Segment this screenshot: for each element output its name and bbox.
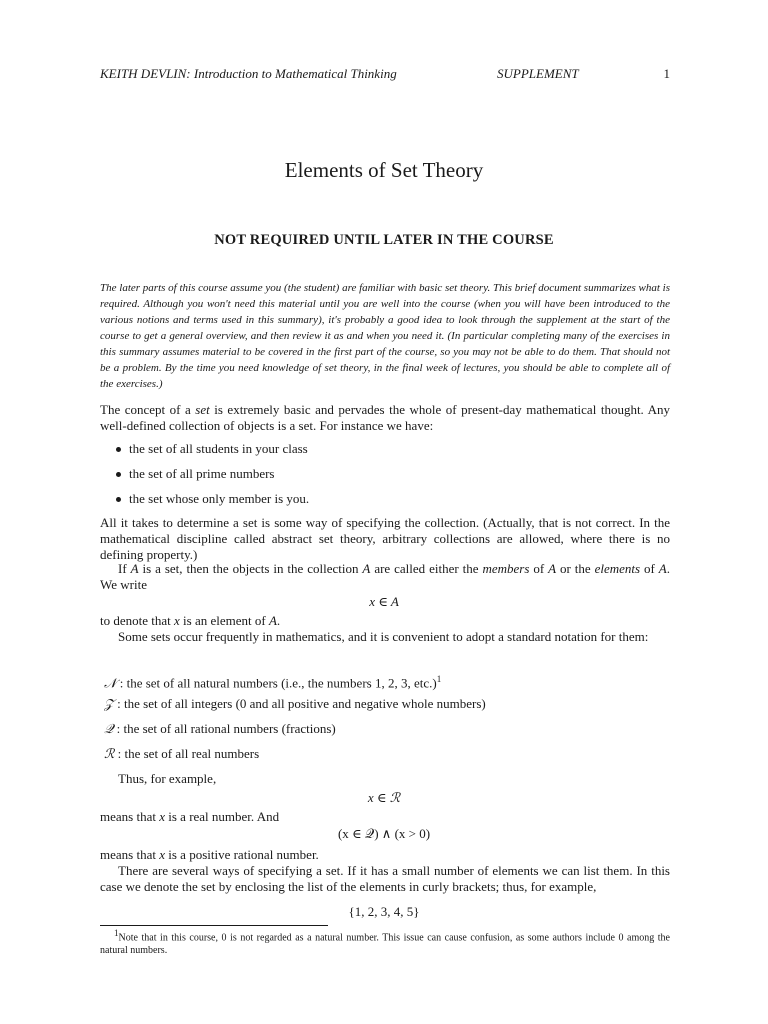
- emphasis-term: set: [195, 402, 210, 417]
- set-description: : the set of all integers (0 and all positive and negative whole numbers): [113, 696, 486, 711]
- math-expression: x ∈ ℛ: [367, 790, 401, 805]
- footnote-text: Note that in this course, 0 is not regarded as a natural number. This issue can cause confusion, as some authors include 0 among the natural numbers.: [100, 932, 670, 957]
- math-expression: {1, 2, 3, 4, 5}: [348, 904, 420, 919]
- text-run: is extremely basic and pervades the whole of present-day mathematical thought. Any well-defined collection of objects is a set. For instance we have:: [100, 402, 670, 433]
- emphasis-term: elements: [594, 561, 641, 576]
- text-run: means that: [100, 809, 160, 824]
- math-var: x: [159, 847, 165, 862]
- set-description: : the set of all real numbers: [114, 746, 260, 761]
- bullet-icon: [116, 472, 121, 477]
- set-description: : the set of all natural numbers (i.e., the numbers 1, 2, 3, etc.): [116, 675, 437, 691]
- math-var: A: [130, 561, 139, 576]
- paragraph-thus: Thus, for example,: [118, 771, 217, 786]
- text-run: is a set, then the objects in the collection: [138, 561, 363, 576]
- text-run: are called either the: [370, 561, 483, 576]
- display-math-set-list: [0, 904, 768, 920]
- text-run: .: [276, 613, 281, 628]
- display-math-positive-rational: [0, 826, 768, 842]
- list-item: [116, 466, 275, 482]
- text-run: . We write: [100, 561, 670, 592]
- text-run: to denote that: [100, 613, 175, 628]
- running-header: [100, 66, 670, 86]
- footnote-divider: [100, 925, 328, 926]
- text-run: or the: [556, 561, 595, 576]
- emphasis-term: members: [482, 561, 530, 576]
- math-var: A: [362, 561, 371, 576]
- text-run: means that: [100, 847, 160, 862]
- text-run: is an element of: [179, 613, 269, 628]
- header-author-course: KEITH DEVLIN: Introduction to Mathematical Thinking: [100, 66, 397, 81]
- text-run: The concept of a: [100, 402, 196, 417]
- math-var: x: [159, 809, 165, 824]
- paragraph-means-real: [100, 809, 670, 825]
- page-number: 1: [663, 66, 670, 81]
- footnote-marker: 1: [114, 928, 119, 938]
- footnote-marker: 1: [436, 674, 442, 684]
- paragraph-specifying-sets: There are several ways of specifying a set. If it has a small number of elements we can list them. In this case we denote the set by enclosing the list of the elements in curly brackets; thus, for example,: [100, 863, 670, 894]
- paragraph-set-concept: [100, 402, 670, 434]
- text-run: of: [529, 561, 549, 576]
- set-symbol: ℛ: [104, 747, 115, 762]
- footnote-1: [100, 927, 670, 957]
- set-definition-reals: [104, 746, 664, 763]
- paragraph-means-positive: [100, 847, 670, 863]
- paragraph-specifying-collection: All it takes to determine a set is some way of specifying the collection. (Actually, that is not correct. In the mathematical discipline called abstract set theory, arbitrary collections are allowed, where there is no defining property.): [100, 515, 670, 562]
- text-run: is a positive rational number.: [165, 847, 319, 862]
- abstract-paragraph: The later parts of this course assume you (the student) are familiar with basic set theory. This brief document summarizes what is required. Although you won't need this material until you are well into the course (when you will have been introduced to the various notions and terms used in this summary), it's probably a good idea to look through the supplement at the start of the course to get a general overview, and then review it as and when you need it. (In particular completing many of the exercises in this summary assumes material to be covered in the first part of the course, so you may not be able to do them. That should not be a problem. By the time you need knowledge of set theory, in the final week of lectures, you should be able to complete all of the exercises.): [100, 282, 670, 390]
- math-expression: x ∈ A: [369, 594, 399, 609]
- paragraph-standard-notation: Some sets occur frequently in mathematics, and it is convenient to adopt a standard notation for them:: [118, 629, 649, 644]
- list-item: [116, 441, 308, 457]
- text-run: of: [640, 561, 659, 576]
- math-var: x: [174, 613, 180, 628]
- set-description: : the set of all rational numbers (fractions): [113, 721, 336, 736]
- math-expression: (x ∈ 𝒬) ∧ (x > 0): [337, 826, 431, 841]
- set-definition-natural: [104, 671, 664, 692]
- paragraph-denote: [100, 613, 670, 629]
- document-title: Elements of Set Theory: [284, 158, 484, 182]
- math-var: A: [268, 613, 277, 628]
- set-symbol: 𝒩: [104, 676, 117, 692]
- bullet-icon: [116, 497, 121, 502]
- display-math-real: [0, 790, 768, 806]
- set-definition-rationals: [104, 721, 664, 738]
- document-subtitle: NOT REQUIRED UNTIL LATER IN THE COURSE: [214, 232, 554, 248]
- set-symbol: 𝒬: [104, 722, 114, 737]
- list-item-text: the set of all prime numbers: [129, 466, 275, 481]
- bullet-icon: [116, 447, 121, 452]
- display-math-membership: [0, 594, 768, 610]
- list-item-text: the set whose only member is you.: [129, 491, 310, 506]
- text-run: If: [118, 561, 131, 576]
- set-definition-integers: [104, 696, 664, 713]
- text-run: is a real number. And: [165, 809, 280, 824]
- set-symbol: 𝒵: [104, 697, 114, 712]
- header-section: SUPPLEMENT: [497, 66, 579, 81]
- list-item: [116, 491, 309, 507]
- math-var: A: [548, 561, 557, 576]
- list-item-text: the set of all students in your class: [129, 441, 308, 456]
- paragraph-members-elements: [100, 561, 670, 593]
- math-var: A: [658, 561, 667, 576]
